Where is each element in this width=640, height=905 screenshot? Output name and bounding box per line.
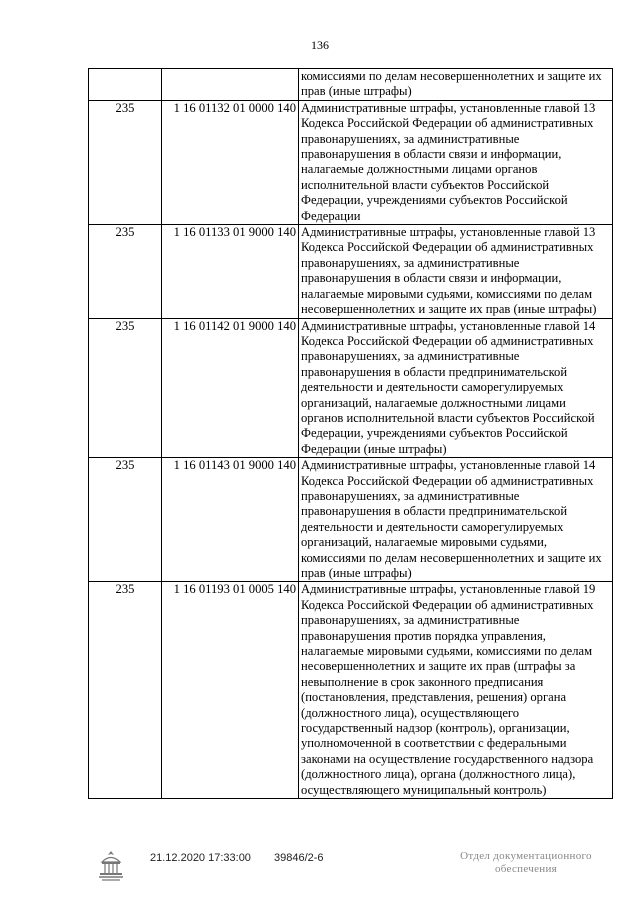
description-line: деятельности и деятельности саморегулируемых bbox=[301, 519, 564, 534]
description-line: прав (иные штрафы) bbox=[301, 84, 412, 99]
description-line: Административные штрафы, установленные главой 19 bbox=[301, 582, 596, 597]
footer bbox=[0, 848, 640, 898]
admin-code-cell: 235 bbox=[89, 458, 162, 582]
description-line: налагаемые мировыми судьями, комиссиями по делам bbox=[301, 644, 593, 659]
description-line: осуществляющего муниципальный контроль) bbox=[301, 782, 547, 797]
page-number: 136 bbox=[311, 38, 329, 52]
description-line: комиссиями по делам несовершеннолетних и защите их bbox=[301, 550, 602, 565]
description-line: деятельности и деятельности саморегулируемых bbox=[301, 380, 564, 395]
table-body bbox=[89, 69, 613, 799]
kbk-code-cell: 1 16 01133 01 9000 140 bbox=[162, 225, 299, 318]
description-line: законами на осуществление государственного надзора bbox=[301, 751, 594, 766]
description-line: правонарушениях, за административные bbox=[301, 349, 520, 364]
description-cell bbox=[299, 100, 613, 224]
description-line: Федерации (иные штрафы) bbox=[301, 441, 447, 456]
kbk-code-cell bbox=[162, 69, 299, 101]
description-line: органов исполнительной власти субъектов Российской bbox=[301, 410, 595, 425]
admin-code-cell: 235 bbox=[89, 100, 162, 224]
description-line: несовершеннолетних и защите их прав (штрафы за bbox=[301, 659, 576, 674]
description-line: правонарушениях, за административные bbox=[301, 131, 520, 146]
description-line: налагаемые мировыми судьями, комиссиями по делам bbox=[301, 286, 593, 301]
description-line: государственный надзор (контроль), организации, bbox=[301, 721, 570, 736]
description-line: исполнительной власти субъектов Российской bbox=[301, 177, 550, 192]
description-line: Кодекса Российской Федерации об административных bbox=[301, 240, 594, 255]
description-line: Федерации, учреждениями субъектов Российской bbox=[301, 193, 568, 208]
description-line: правонарушения против порядка управления, bbox=[301, 628, 546, 643]
description-line: Административные штрафы, установленные главой 14 bbox=[301, 458, 596, 473]
department-line: обеспечения bbox=[494, 863, 558, 875]
description-line: организаций, налагаемые должностными лицами bbox=[301, 395, 566, 410]
description-line: Федерации bbox=[301, 208, 361, 223]
kbk-code-cell: 1 16 01132 01 0000 140 bbox=[162, 100, 299, 224]
department-line: Отдел документационного bbox=[460, 850, 592, 862]
description-cell bbox=[299, 458, 613, 582]
description-line: правонарушения в области связи и информации, bbox=[301, 147, 562, 162]
description-line: (должностного лица), осуществляющего bbox=[301, 705, 520, 720]
description-line: правонарушения в области связи и информации, bbox=[301, 271, 562, 286]
description-line: комиссиями по делам несовершеннолетних и защите их bbox=[301, 69, 602, 83]
table-row bbox=[89, 318, 613, 458]
description-line: Федерации, учреждениями субъектов Российской bbox=[301, 426, 568, 441]
kbk-code-cell: 1 16 01193 01 0005 140 bbox=[162, 582, 299, 799]
kbk-code-cell: 1 16 01143 01 9000 140 bbox=[162, 458, 299, 582]
description-cell bbox=[299, 69, 613, 101]
budget-codes-table bbox=[88, 68, 613, 799]
description-cell bbox=[299, 318, 613, 458]
description-line: правонарушениях, за административные bbox=[301, 255, 520, 270]
table-row bbox=[89, 100, 613, 224]
admin-code-cell bbox=[89, 69, 162, 101]
table-row bbox=[89, 458, 613, 582]
description-line: Кодекса Российской Федерации об административных bbox=[301, 473, 594, 488]
description-line: Кодекса Российской Федерации об административных bbox=[301, 116, 594, 131]
description-line: Кодекса Российской Федерации об административных bbox=[301, 597, 594, 612]
description-line: налагаемые должностными лицами органов bbox=[301, 162, 538, 177]
description-line: (должностного лица), органа (должностного лица), bbox=[301, 767, 576, 782]
description-line: правонарушения в области предпринимательской bbox=[301, 504, 568, 519]
department-stamp bbox=[448, 850, 604, 876]
description-line: Административные штрафы, установленные главой 13 bbox=[301, 100, 596, 115]
description-line: прав (иные штрафы) bbox=[301, 566, 412, 580]
admin-code-cell: 235 bbox=[89, 318, 162, 458]
table-row bbox=[89, 225, 613, 318]
document-number: 39846/2-6 bbox=[274, 852, 324, 864]
description-line: несовершеннолетних и защите их прав (иные штрафы) bbox=[301, 302, 597, 317]
emblem-icon bbox=[96, 848, 126, 884]
description-line: Административные штрафы, установленные главой 13 bbox=[301, 225, 596, 240]
description-cell bbox=[299, 225, 613, 318]
description-line: правонарушения в области предпринимательской bbox=[301, 364, 568, 379]
description-line: Кодекса Российской Федерации об административных bbox=[301, 333, 594, 348]
description-cell bbox=[299, 582, 613, 799]
table-row bbox=[89, 582, 613, 799]
description-line: правонарушениях, за административные bbox=[301, 488, 520, 503]
description-line: организаций, налагаемые мировыми судьями, bbox=[301, 535, 548, 550]
admin-code-cell: 235 bbox=[89, 582, 162, 799]
description-line: Административные штрафы, установленные главой 14 bbox=[301, 318, 596, 333]
description-line: невыполнение в срок законного предписания bbox=[301, 674, 544, 689]
description-line: (постановления, представления, решения) органа bbox=[301, 690, 567, 705]
description-line: правонарушениях, за административные bbox=[301, 613, 520, 628]
description-line: уполномоченной в соответствии с федеральными bbox=[301, 736, 567, 751]
registration-datetime: 21.12.2020 17:33:00 bbox=[150, 852, 251, 864]
table-row-continuation bbox=[89, 69, 613, 101]
kbk-code-cell: 1 16 01142 01 9000 140 bbox=[162, 318, 299, 458]
admin-code-cell: 235 bbox=[89, 225, 162, 318]
